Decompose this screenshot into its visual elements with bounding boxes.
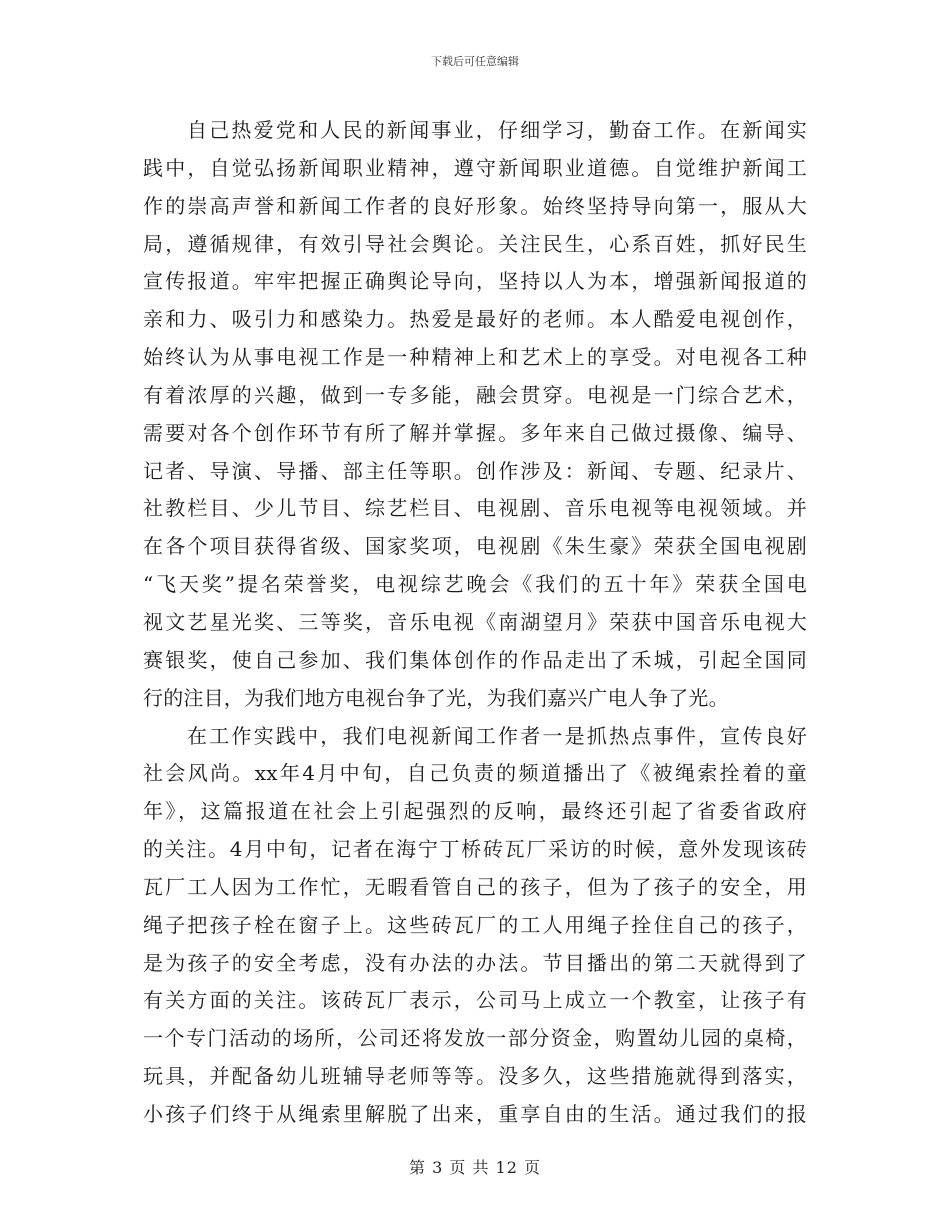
header-note: 下载后可任意编辑: [431, 55, 519, 68]
paragraph-2-line: 瓦厂工人因为工作忙，无暇看管自己的孩子，但为了孩子的安全，用: [143, 874, 807, 899]
paragraph-1-line: 亲和力、吸引力和感染力。热爱是最好的老师。本人酷爱电视创作，: [143, 307, 807, 332]
paragraph-2-line: 小孩子们终于从绳索里解脱了出来，重享自由的生活。通过我们的报: [143, 1101, 807, 1126]
paragraph-1-line: 需要对各个创作环节有所了解并掌握。多年来自己做过摄像、编导、: [143, 420, 807, 445]
paragraph-1-line: 践中，自觉弘扬新闻职业精神，遵守新闻职业道德。自觉维护新闻工: [143, 155, 807, 180]
paragraph-2-line: 有关方面的关注。该砖瓦厂表示，公司马上成立一个教室，让孩子有: [143, 988, 807, 1013]
paragraph-2-line: 是为孩子的安全考虑，没有办法的办法。节目播出的第二天就得到了: [143, 950, 807, 975]
paragraph-2-line: 的关注。4月中旬，记者在海宁丁桥砖瓦厂采访的时候，意外发现该砖: [143, 837, 807, 862]
paragraph-1-line: 记者、导演、导播、部主任等职。创作涉及：新闻、专题、纪录片、: [143, 458, 807, 483]
paragraph-1-line: 始终认为从事电视工作是一种精神上和艺术上的享受。对电视各工种: [143, 345, 807, 370]
paragraph-2-line: 社会风尚。xx年4月中旬，自己负责的频道播出了《被绳索拴着的童: [143, 761, 807, 786]
paragraph-1-line: 社教栏目、少儿节目、综艺栏目、电视剧、音乐电视等电视领域。并: [143, 496, 807, 521]
paragraph-2-line: 绳子把孩子栓在窗子上。这些砖瓦厂的工人用绳子拴住自己的孩子，: [143, 912, 807, 937]
paragraph-1-line: 作的崇高声誉和新闻工作者的良好形象。始终坚持导向第一，服从大: [143, 193, 807, 218]
paragraph-1-line: 在各个项目获得省级、国家奖项，电视剧《朱生豪》荣获全国电视剧: [143, 534, 807, 559]
paragraph-1-line: 自己热爱党和人民的新闻事业，仔细学习，勤奋工作。在新闻实: [187, 118, 807, 142]
paragraph-2-line: 年》，这篇报道在社会上引起强烈的反响，最终还引起了省委省政府: [143, 799, 807, 824]
paragraph-1-line: 有着浓厚的兴趣，做到一专多能，融会贯穿。电视是一门综合艺术，: [143, 382, 807, 407]
paragraph-1-line: “飞天奖”提名荣誉奖，电视综艺晚会《我们的五十年》荣获全国电: [143, 572, 807, 597]
paragraph-1-line: 视文艺星光奖、三等奖，音乐电视《南湖望月》荣获中国音乐电视大: [143, 609, 807, 634]
paragraph-1-line: 局，遵循规律，有效引导社会舆论。关注民生，心系百姓，抓好民生: [143, 231, 807, 256]
paragraph-1-line: 宣传报道。牢牢把握正确舆论导向，坚持以人为本，增强新闻报道的: [143, 269, 807, 294]
paragraph-2-line: 一个专门活动的场所，公司还将发放一部分资金，购置幼儿园的桌椅，: [143, 1026, 807, 1051]
paragraph-1-line: 行的注目，为我们地方电视台争了光，为我们嘉兴广电人争了光。: [143, 685, 729, 710]
paragraph-2-line: 在工作实践中，我们电视新闻工作者一是抓热点事件，宣传良好: [187, 723, 807, 748]
page-number-footer: 第 3 页 共 12 页: [409, 1158, 541, 1177]
paragraph-1-line: 赛银奖，使自己参加、我们集体创作的作品走出了禾城，引起全国同: [143, 647, 807, 672]
paragraph-2-line: 玩具，并配备幼儿班辅导老师等等。没多久，这些措施就得到落实，: [143, 1064, 807, 1089]
document-body: [143, 112, 807, 1134]
